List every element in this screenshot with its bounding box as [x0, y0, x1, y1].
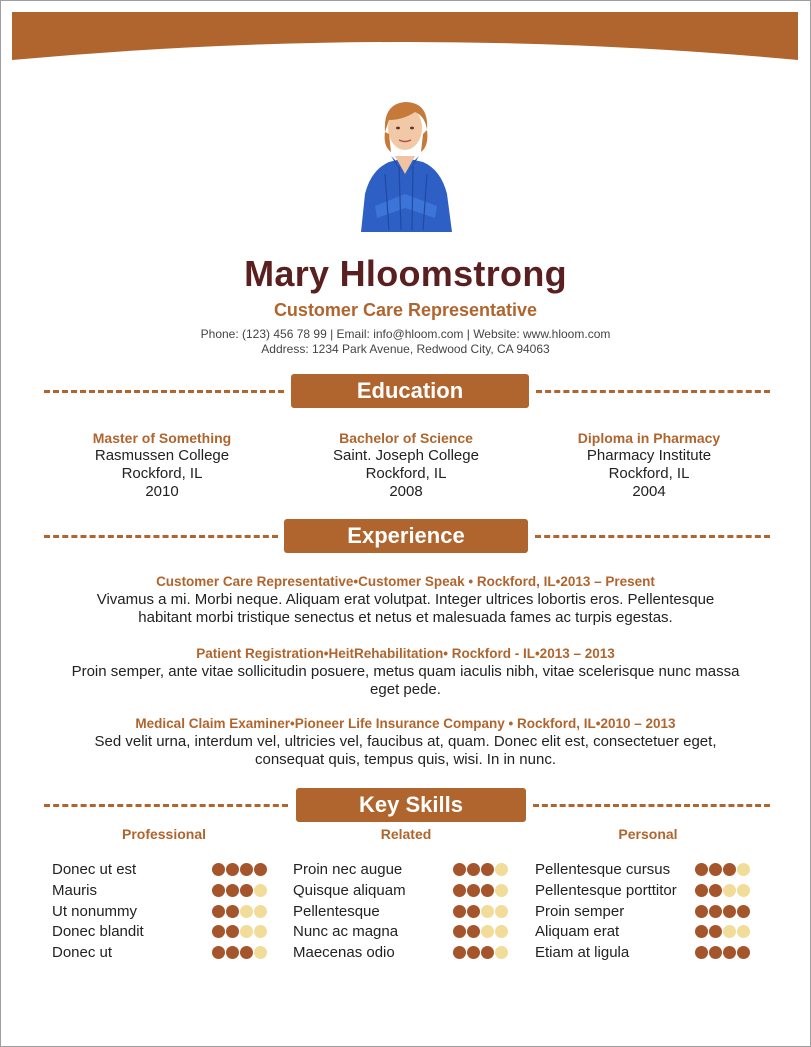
skills-column-title: Professional — [121, 826, 207, 842]
rating-dot-filled — [212, 863, 225, 876]
skill-row — [535, 903, 760, 923]
rating-dot-filled — [709, 946, 722, 959]
rating-dot-filled — [226, 946, 239, 959]
skill-rating — [695, 925, 751, 943]
dashed-rule — [44, 390, 284, 393]
skills-column-title: Personal — [618, 826, 678, 842]
rating-dot-filled — [453, 925, 466, 938]
skill-row — [293, 882, 518, 902]
skill-rating — [212, 925, 268, 943]
location: Rockford, IL — [365, 465, 447, 482]
year: 2004 — [632, 483, 666, 500]
rating-dot-empty — [495, 905, 508, 918]
rating-dot-filled — [453, 905, 466, 918]
rating-dot-filled — [212, 946, 225, 959]
rating-dot-filled — [254, 863, 267, 876]
skill-rating — [453, 884, 509, 902]
rating-dot-filled — [226, 863, 239, 876]
rating-dot-filled — [709, 925, 722, 938]
rating-dot-empty — [737, 925, 750, 938]
dashed-rule — [533, 804, 770, 807]
skill-row — [293, 903, 518, 923]
skill-label: Nunc ac magna — [293, 923, 399, 941]
skill-rating — [212, 946, 268, 964]
rating-dot-filled — [695, 884, 708, 897]
rating-dot-empty — [254, 946, 267, 959]
rating-dot-filled — [226, 884, 239, 897]
skills-heading: Key Skills — [296, 788, 526, 822]
skill-label: Donec ut — [52, 944, 113, 962]
skill-label: Proin semper — [535, 902, 625, 920]
experience-entry — [40, 715, 771, 769]
skill-label: Mauris — [52, 881, 98, 899]
skill-label: Pellentesque cursus — [535, 861, 671, 878]
skill-label: Donec ut est — [52, 861, 137, 878]
skill-label: Pellentesque porttitor — [535, 881, 677, 899]
rating-dot-filled — [481, 884, 494, 897]
dashed-rule — [535, 535, 770, 538]
skill-row — [293, 923, 518, 943]
experience-entry — [40, 645, 771, 699]
rating-dot-filled — [212, 925, 225, 938]
skill-label: Donec blandit — [52, 923, 144, 941]
skill-row — [52, 903, 277, 923]
skill-label: Proin nec augue — [293, 861, 403, 878]
rating-dot-filled — [723, 863, 736, 876]
rating-dot-filled — [723, 905, 736, 918]
experience-heading-line: Patient Registration•HeitRehabilitation• Rockford - IL•2013 – 2013 — [196, 646, 615, 661]
skill-label: Maecenas odio — [293, 944, 395, 962]
skill-row — [293, 944, 518, 964]
skill-rating — [695, 884, 751, 902]
experience-description: Vivamus a mi. Morbi neque. Aliquam erat volutpat. Integer ultrices lobortis eros. Pellentesque — [96, 591, 715, 608]
rating-dot-filled — [453, 946, 466, 959]
rating-dot-filled — [481, 946, 494, 959]
rating-dot-filled — [481, 863, 494, 876]
skill-label: Ut nonummy — [52, 902, 138, 920]
degree: Master of Something — [92, 430, 232, 446]
rating-dot-empty — [723, 884, 736, 897]
rating-dot-filled — [467, 946, 480, 959]
rating-dot-filled — [467, 884, 480, 897]
degree: Diploma in Pharmacy — [577, 430, 721, 446]
skill-rating — [453, 905, 509, 923]
skill-rating — [212, 884, 268, 902]
skill-label: Quisque aliquam — [293, 881, 406, 899]
rating-dot-filled — [695, 925, 708, 938]
skill-label: Aliquam erat — [535, 923, 620, 941]
rating-dot-empty — [723, 925, 736, 938]
rating-dot-empty — [240, 905, 253, 918]
rating-dot-filled — [212, 884, 225, 897]
skill-rating — [695, 863, 751, 881]
skill-rating — [453, 863, 509, 881]
rating-dot-filled — [212, 905, 225, 918]
experience-heading-line: Customer Care Representative•Customer Speak • Rockford, IL•2013 – Present — [156, 574, 655, 589]
dashed-rule — [44, 535, 278, 538]
skill-rating — [695, 905, 751, 923]
rating-dot-filled — [737, 946, 750, 959]
dashed-rule — [536, 390, 770, 393]
experience-description: habitant morbi tristique senectus et netus et malesuada fames ac turpis egestas. — [138, 609, 673, 626]
rating-dot-filled — [709, 905, 722, 918]
skill-row — [535, 944, 760, 964]
skill-label: Pellentesque — [293, 902, 380, 920]
skill-rating — [212, 863, 268, 881]
rating-dot-filled — [467, 925, 480, 938]
skill-row — [535, 882, 760, 902]
rating-dot-empty — [254, 925, 267, 938]
skill-row — [52, 861, 277, 881]
rating-dot-empty — [495, 925, 508, 938]
skill-rating — [453, 925, 509, 943]
rating-dot-filled — [226, 925, 239, 938]
rating-dot-filled — [240, 863, 253, 876]
job-title: Customer Care Representative — [273, 300, 538, 320]
rating-dot-filled — [467, 905, 480, 918]
rating-dot-empty — [495, 946, 508, 959]
rating-dot-filled — [695, 946, 708, 959]
rating-dot-filled — [453, 884, 466, 897]
skills-column-title: Related — [380, 826, 432, 842]
rating-dot-empty — [737, 863, 750, 876]
location: Rockford, IL — [608, 465, 690, 482]
header-band — [12, 12, 798, 64]
education-entry — [276, 429, 536, 501]
rating-dot-filled — [240, 946, 253, 959]
experience-description: consequat quis, tempus quis, wisi. In in nunc. — [255, 751, 556, 768]
experience-description: eget pede. — [370, 681, 441, 698]
skill-row — [52, 882, 277, 902]
skill-row — [52, 944, 277, 964]
rating-dot-empty — [481, 905, 494, 918]
experience-heading-line: Medical Claim Examiner•Pioneer Life Insurance Company • Rockford, IL•2010 – 2013 — [135, 716, 676, 731]
school: Rasmussen College — [94, 447, 230, 464]
rating-dot-filled — [709, 884, 722, 897]
experience-divider — [44, 519, 770, 553]
rating-dot-filled — [723, 946, 736, 959]
location: Rockford, IL — [121, 465, 203, 482]
education-divider — [44, 374, 770, 408]
contact-info — [0, 327, 811, 357]
rating-dot-empty — [737, 884, 750, 897]
year: 2008 — [389, 483, 423, 500]
experience-description: Sed velit urna, interdum vel, ultricies vel, faucibus at, quam. Donec elit est, consectetuer eget, — [94, 733, 717, 750]
school: Saint. Joseph College — [333, 447, 479, 464]
address-line: Address: 1234 Park Avenue, Redwood City, CA 94063 — [261, 342, 550, 356]
rating-dot-filled — [226, 905, 239, 918]
rating-dot-filled — [695, 905, 708, 918]
rating-dot-filled — [467, 863, 480, 876]
skill-row — [52, 923, 277, 943]
rating-dot-empty — [240, 925, 253, 938]
experience-entry — [40, 573, 771, 627]
skill-row — [535, 923, 760, 943]
rating-dot-empty — [254, 905, 267, 918]
school: Pharmacy Institute — [586, 447, 712, 464]
contact-line: Phone: (123) 456 78 99 | Email: info@hloom.com | Website: www.hloom.com — [200, 327, 611, 341]
rating-dot-empty — [254, 884, 267, 897]
experience-heading: Experience — [284, 519, 528, 553]
rating-dot-empty — [495, 863, 508, 876]
rating-dot-filled — [737, 905, 750, 918]
rating-dot-empty — [481, 925, 494, 938]
skill-label: Etiam at ligula — [535, 944, 630, 962]
experience-description: Proin semper, ante vitae sollicitudin posuere, metus quam iaculis nibh, vitae scelerisque nunc massa — [71, 663, 740, 680]
skill-row — [535, 861, 760, 881]
rating-dot-filled — [240, 884, 253, 897]
education-heading: Education — [291, 374, 529, 408]
skill-row — [293, 861, 518, 881]
rating-dot-filled — [709, 863, 722, 876]
education-entry — [519, 429, 779, 501]
profile-photo — [355, 94, 456, 232]
skill-rating — [212, 905, 268, 923]
rating-dot-empty — [495, 884, 508, 897]
candidate-name: Mary Hloomstrong — [244, 253, 567, 294]
education-entry — [32, 429, 292, 501]
skill-rating — [453, 946, 509, 964]
dashed-rule — [44, 804, 288, 807]
skills-divider — [44, 788, 770, 822]
degree: Bachelor of Science — [339, 430, 473, 446]
rating-dot-filled — [695, 863, 708, 876]
rating-dot-filled — [453, 863, 466, 876]
skill-rating — [695, 946, 751, 964]
year: 2010 — [145, 483, 179, 500]
